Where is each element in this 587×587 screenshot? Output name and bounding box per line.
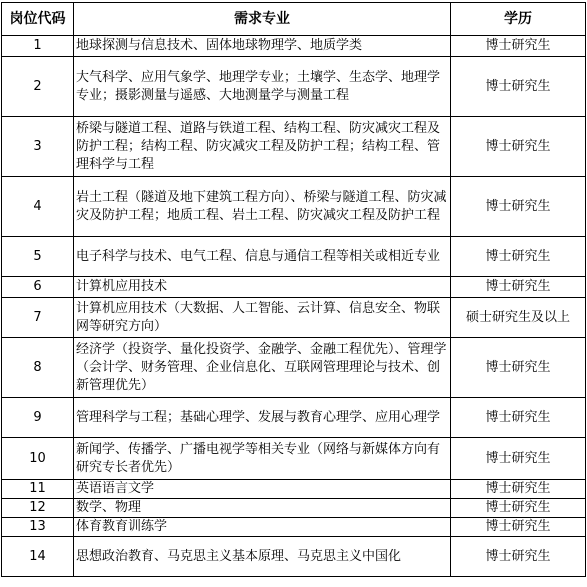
table-row [2, 398, 586, 438]
header-required-major: 需求专业 [74, 3, 451, 36]
position-code-cell: 3 [2, 117, 74, 177]
position-code-cell: 10 [2, 438, 74, 480]
table-row [2, 57, 586, 117]
major-cell: 英语语言文学 [74, 480, 451, 499]
position-code-cell: 11 [2, 480, 74, 499]
major-cell: 管理科学与工程；基础心理学、发展与教育心理学、应用心理学 [74, 398, 451, 438]
table-row [2, 298, 586, 338]
table-header-row [2, 3, 586, 36]
major-cell: 计算机应用技术（大数据、人工智能、云计算、信息安全、物联网等研究方向） [74, 298, 451, 338]
education-cell: 博士研究生 [451, 36, 586, 57]
education-cell: 博士研究生 [451, 438, 586, 480]
education-cell: 博士研究生 [451, 177, 586, 237]
education-cell: 博士研究生 [451, 537, 586, 577]
table-row [2, 338, 586, 398]
education-cell: 博士研究生 [451, 117, 586, 177]
education-cell: 博士研究生 [451, 480, 586, 499]
positions-table [1, 2, 586, 577]
position-code-cell: 4 [2, 177, 74, 237]
position-code-cell: 5 [2, 237, 74, 277]
position-code-cell: 13 [2, 518, 74, 537]
table-row [2, 537, 586, 577]
major-cell: 思想政治教育、马克思主义基本原理、马克思主义中国化 [74, 537, 451, 577]
position-code-cell: 12 [2, 499, 74, 518]
education-cell: 博士研究生 [451, 277, 586, 298]
table-row [2, 237, 586, 277]
position-code-cell: 9 [2, 398, 74, 438]
major-cell: 地球探测与信息技术、固体地球物理学、地质学类 [74, 36, 451, 57]
education-cell: 博士研究生 [451, 338, 586, 398]
position-code-cell: 2 [2, 57, 74, 117]
table-row [2, 438, 586, 480]
major-cell: 电子科学与技术、电气工程、信息与通信工程等相关或相近专业 [74, 237, 451, 277]
major-cell: 岩土工程（隧道及地下建筑工程方向）、桥梁与隧道工程、防灾减灾及防护工程；地质工程、岩土工程、防灾减灾工程及防护工程 [74, 177, 451, 237]
table-row [2, 36, 586, 57]
table-row [2, 518, 586, 537]
position-code-cell: 1 [2, 36, 74, 57]
education-cell: 博士研究生 [451, 237, 586, 277]
table-row [2, 480, 586, 499]
major-cell: 经济学（投资学、量化投资学、金融学、金融工程优先）、管理学（会计学、财务管理、企业信息化、互联网管理理论与技术、创新管理优先） [74, 338, 451, 398]
major-cell: 数学、物理 [74, 499, 451, 518]
header-position-code: 岗位代码 [2, 3, 74, 36]
education-cell: 博士研究生 [451, 518, 586, 537]
education-cell: 博士研究生 [451, 57, 586, 117]
position-code-cell: 8 [2, 338, 74, 398]
major-cell: 体育教育训练学 [74, 518, 451, 537]
table-row [2, 177, 586, 237]
major-cell: 计算机应用技术 [74, 277, 451, 298]
major-cell: 新闻学、传播学、广播电视学等相关专业（网络与新媒体方向有研究专长者优先） [74, 438, 451, 480]
position-code-cell: 7 [2, 298, 74, 338]
position-code-cell: 6 [2, 277, 74, 298]
education-cell: 博士研究生 [451, 499, 586, 518]
table-row [2, 277, 586, 298]
education-cell: 硕士研究生及以上 [451, 298, 586, 338]
major-cell: 桥梁与隧道工程、道路与铁道工程、结构工程、防灾减灾工程及防护工程；结构工程、防灾减灾工程及防护工程；结构工程、管理科学与工程 [74, 117, 451, 177]
major-cell: 大气科学、应用气象学、地理学专业；土壤学、生态学、地理学专业；摄影测量与遥感、大地测量学与测量工程 [74, 57, 451, 117]
position-code-cell: 14 [2, 537, 74, 577]
header-education: 学历 [451, 3, 586, 36]
education-cell: 博士研究生 [451, 398, 586, 438]
table-row [2, 499, 586, 518]
table-row [2, 117, 586, 177]
